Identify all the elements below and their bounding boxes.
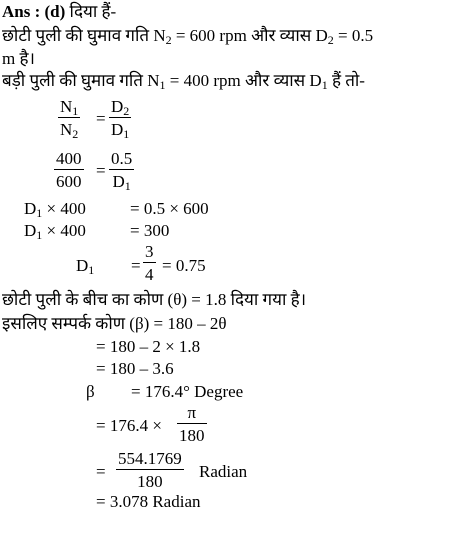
denominator: D: [111, 120, 124, 139]
subscript: 2: [327, 33, 334, 47]
step-3-lhs: [76, 256, 95, 277]
numerator: 400: [56, 149, 82, 168]
answer-heading: [2, 3, 116, 20]
step-1-rhs: = 0.5 × 600: [130, 199, 209, 218]
subscript: 1: [36, 228, 43, 242]
equals-sign: =: [96, 161, 106, 180]
expression: × 400: [42, 221, 86, 240]
denominator: 180: [137, 472, 163, 491]
denominator: 180: [179, 426, 205, 445]
numeric-lhs-fraction: [54, 150, 84, 190]
numerator: N: [60, 97, 73, 116]
subscript: 1: [159, 78, 166, 92]
big-pulley-text: = 400 rpm और व्यास D: [165, 71, 322, 90]
small-pulley-given: [2, 26, 374, 47]
variable: D: [76, 256, 89, 275]
step-1-lhs: [24, 199, 86, 220]
small-pulley-unit: m है।: [2, 49, 35, 68]
big-pulley-text: बड़ी पुली की घुमाव गति N: [2, 71, 160, 90]
equals-sign: =: [96, 462, 106, 481]
answer-label: Ans : (d): [2, 2, 66, 21]
calc-step-2: = 180 – 3.6: [96, 359, 174, 378]
small-pulley-text: = 0.5: [333, 26, 374, 45]
beta-symbol: β: [86, 382, 95, 401]
denominator: D: [112, 172, 125, 191]
final-answer: = 3.078 Radian: [96, 492, 201, 511]
denominator: N: [60, 120, 73, 139]
subscript: 2: [165, 33, 172, 47]
subscript: 1: [321, 78, 328, 92]
pi-over-180-fraction: [177, 404, 207, 444]
ratio-rhs-fraction: [109, 97, 131, 141]
step-3-rhs: = 0.75: [162, 256, 206, 275]
big-pulley-text: हैं तो-: [327, 71, 365, 90]
step-2-lhs: [24, 221, 86, 242]
small-pulley-text: छोटी पुली की घुमाव गति N: [2, 26, 166, 45]
subscript: 1: [72, 104, 79, 118]
big-pulley-given: [2, 71, 365, 92]
expression: × 400: [42, 199, 86, 218]
subscript: 1: [36, 206, 43, 220]
numerator: π: [187, 403, 197, 422]
radian-fraction: [116, 450, 184, 490]
denominator: 600: [56, 172, 82, 191]
center-angle-text: छोटी पुली के बीच का कोण (θ) = 1.8 दिया गया है।: [2, 290, 307, 309]
radian-unit: Radian: [199, 462, 248, 481]
contact-angle-text: इसलिए सम्पर्क कोण (β) = 180 – 2θ: [2, 314, 227, 333]
subscript: 1: [124, 179, 131, 193]
denominator: 4: [145, 265, 154, 284]
numerator: 0.5: [111, 149, 133, 168]
variable: D: [24, 221, 37, 240]
three-quarters-fraction: [143, 243, 156, 283]
step-2-rhs: = 300: [130, 221, 170, 240]
numerator: 3: [145, 242, 154, 261]
subscript: 2: [72, 127, 79, 141]
variable: D: [24, 199, 37, 218]
subscript: 2: [123, 104, 130, 118]
calc-step-4-prefix: = 176.4 ×: [96, 416, 162, 435]
equals-sign: =: [131, 256, 141, 275]
numeric-rhs-fraction: [109, 149, 134, 193]
numerator: D: [111, 97, 124, 116]
subscript: 1: [123, 127, 130, 141]
small-pulley-text: = 600 rpm और व्यास D: [171, 26, 328, 45]
numerator: 554.1769: [118, 449, 182, 468]
equals-sign: =: [96, 109, 106, 128]
ratio-lhs-fraction: [58, 97, 80, 141]
subscript: 1: [88, 263, 95, 277]
calc-step-3: = 176.4° Degree: [131, 382, 244, 401]
calc-step-1: = 180 – 2 × 1.8: [96, 337, 201, 356]
answer-given-text: दिया हैं-: [65, 2, 117, 21]
